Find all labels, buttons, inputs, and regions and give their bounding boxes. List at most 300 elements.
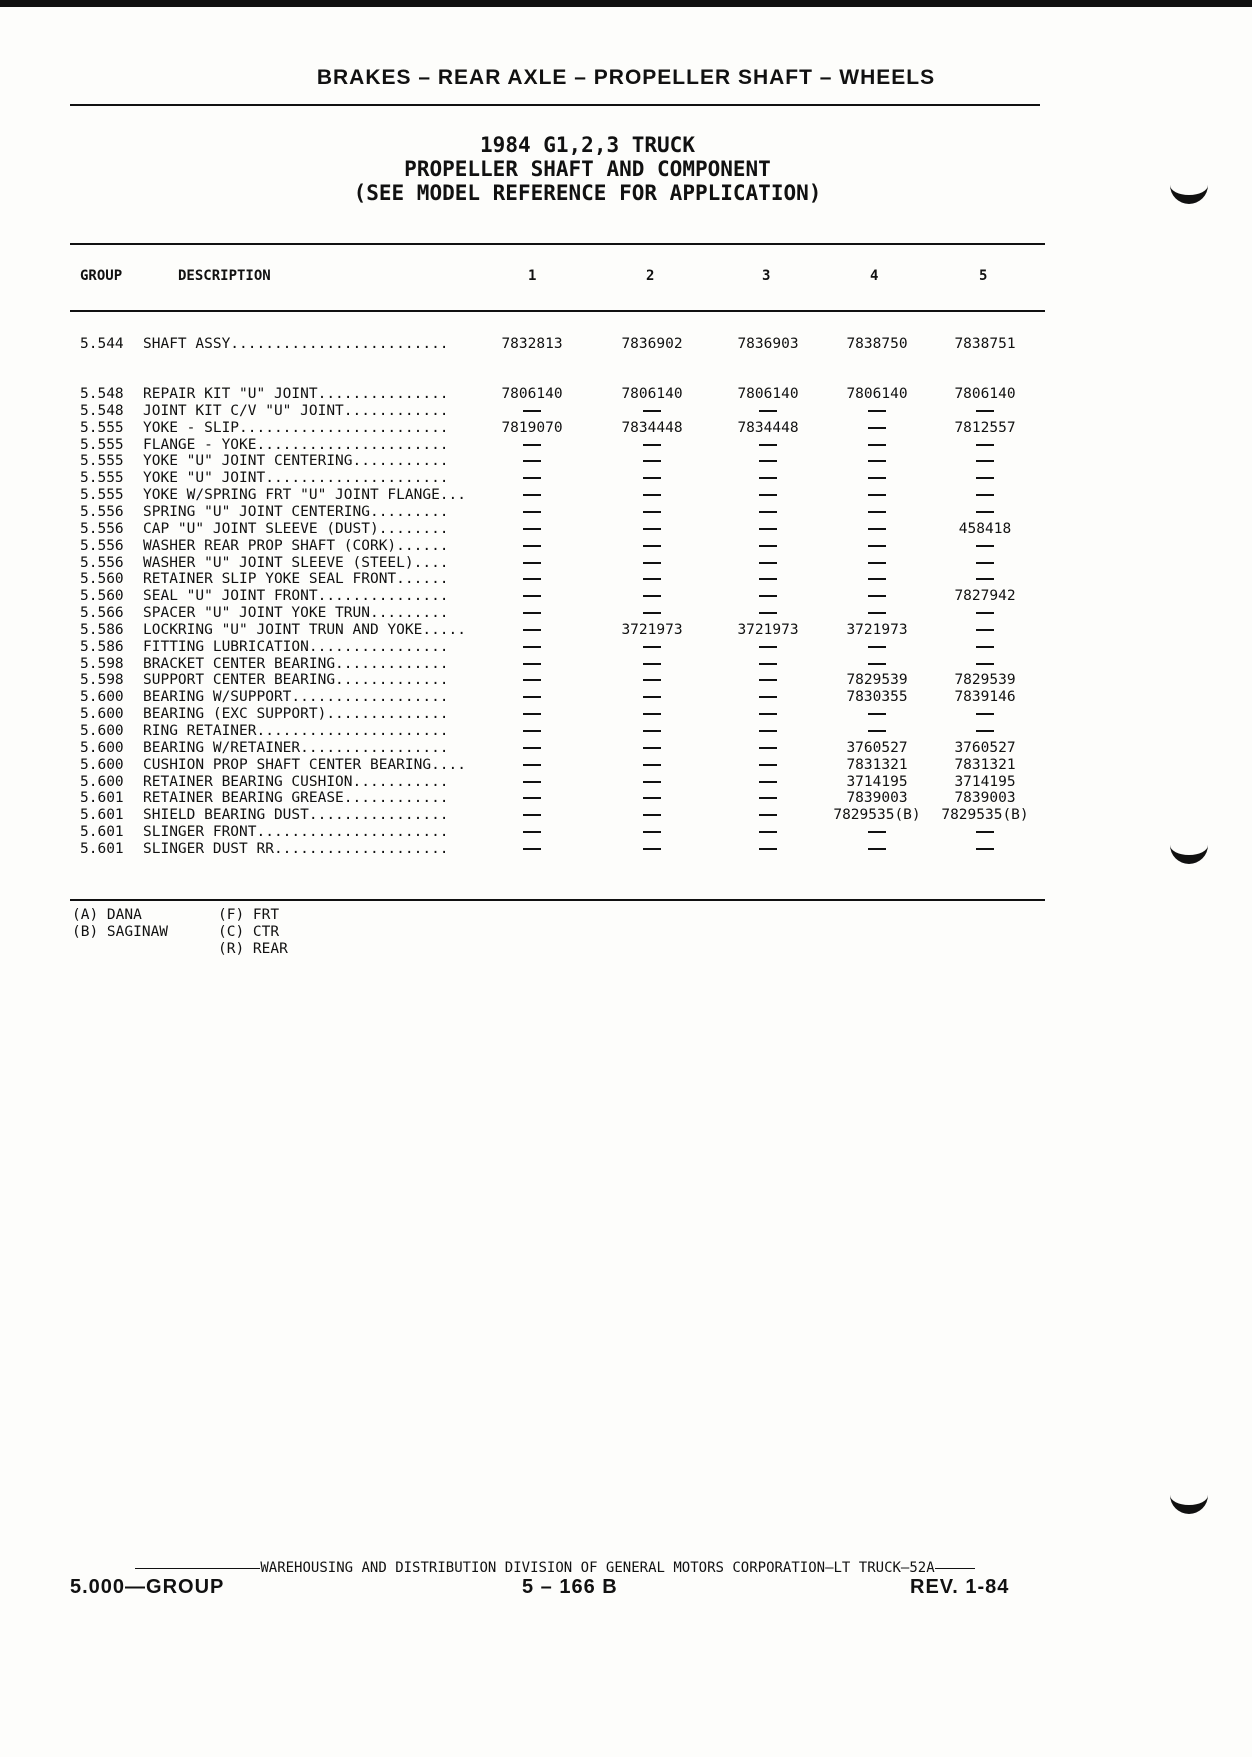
dash-mark bbox=[523, 797, 541, 799]
part-number: 458418 bbox=[958, 520, 1012, 537]
part-description: WASHER "U" JOINT SLEEVE (STEEL).... bbox=[143, 554, 449, 571]
group-number: 5.598 bbox=[80, 655, 124, 672]
not-applicable-dash bbox=[822, 504, 932, 521]
not-applicable-dash bbox=[822, 605, 932, 622]
dash-mark bbox=[643, 848, 661, 850]
not-applicable-dash bbox=[477, 555, 587, 572]
not-applicable-dash bbox=[713, 841, 823, 858]
dash-mark bbox=[976, 629, 994, 631]
not-applicable-dash bbox=[477, 403, 587, 420]
top-border bbox=[0, 0, 1252, 7]
dash-mark bbox=[868, 427, 886, 429]
dash-mark bbox=[759, 444, 777, 446]
part-number: 7806140 bbox=[954, 386, 1016, 402]
dash-mark bbox=[759, 831, 777, 833]
dash-mark bbox=[523, 679, 541, 681]
dash-mark bbox=[523, 511, 541, 513]
dash-mark bbox=[643, 494, 661, 496]
dash-mark bbox=[868, 511, 886, 513]
dash-mark bbox=[759, 797, 777, 799]
part-description: BEARING W/RETAINER................. bbox=[143, 739, 449, 756]
legend-item: (B) SAGINAW bbox=[72, 924, 169, 940]
dash-mark bbox=[523, 528, 541, 530]
part-number: 7839146 bbox=[954, 689, 1016, 706]
dash-mark bbox=[759, 528, 777, 530]
dash-mark bbox=[976, 494, 994, 496]
header-group: GROUP bbox=[80, 268, 123, 284]
dash-mark bbox=[976, 646, 994, 648]
part-number: 3721973 bbox=[737, 621, 799, 638]
part-description: FITTING LUBRICATION................ bbox=[143, 638, 449, 655]
dash-mark bbox=[523, 595, 541, 597]
dash-mark bbox=[868, 730, 886, 732]
not-applicable-dash bbox=[477, 824, 587, 841]
not-applicable-dash bbox=[597, 774, 707, 791]
not-applicable-dash bbox=[822, 841, 932, 858]
dash-mark bbox=[868, 646, 886, 648]
not-applicable-dash bbox=[713, 672, 823, 689]
dash-mark bbox=[523, 814, 541, 816]
part-number: 7806140 bbox=[501, 386, 563, 402]
dash-mark bbox=[523, 410, 541, 412]
not-applicable-dash bbox=[930, 555, 1040, 572]
part-number: 7834448 bbox=[621, 419, 683, 436]
dash-mark bbox=[523, 730, 541, 732]
not-applicable-dash bbox=[930, 639, 1040, 656]
group-number: 5.556 bbox=[80, 537, 124, 554]
not-applicable-dash bbox=[477, 639, 587, 656]
part-description: REPAIR KIT "U" JOINT............... bbox=[143, 386, 449, 402]
not-applicable-dash bbox=[713, 824, 823, 841]
part-description: SPRING "U" JOINT CENTERING......... bbox=[143, 503, 449, 520]
dash-mark bbox=[976, 444, 994, 446]
not-applicable-dash bbox=[713, 437, 823, 454]
part-number: 3760527 bbox=[846, 739, 908, 756]
not-applicable-dash bbox=[597, 437, 707, 454]
part-description: SUPPORT CENTER BEARING............. bbox=[143, 672, 449, 689]
dash-mark bbox=[976, 410, 994, 412]
not-applicable-dash bbox=[477, 706, 587, 723]
not-applicable-dash bbox=[713, 757, 823, 774]
part-description: SPACER "U" JOINT YOKE TRUN......... bbox=[143, 605, 449, 622]
part-description: YOKE "U" JOINT CENTERING........... bbox=[143, 453, 449, 470]
dash-mark bbox=[976, 663, 994, 665]
group-number: 5.548 bbox=[80, 402, 124, 419]
part-description: SLINGER DUST RR.................... bbox=[143, 840, 449, 857]
not-applicable-dash bbox=[930, 453, 1040, 470]
part-number: 7829535(B) bbox=[941, 807, 1029, 824]
group-number: 5.555 bbox=[80, 453, 124, 470]
part-description: RETAINER BEARING CUSHION........... bbox=[143, 773, 449, 790]
not-applicable-dash bbox=[822, 487, 932, 504]
not-applicable-dash bbox=[477, 790, 587, 807]
not-applicable-dash bbox=[597, 757, 707, 774]
footer-page-number: 5 – 166 B bbox=[522, 1576, 618, 1598]
not-applicable-dash bbox=[713, 774, 823, 791]
not-applicable-dash bbox=[597, 487, 707, 504]
not-applicable-dash bbox=[930, 824, 1040, 841]
not-applicable-dash bbox=[930, 656, 1040, 673]
group-number: 5.601 bbox=[80, 840, 124, 857]
group-number: 5.600 bbox=[80, 706, 124, 723]
dash-mark bbox=[523, 477, 541, 479]
not-applicable-dash bbox=[713, 790, 823, 807]
dash-mark bbox=[976, 578, 994, 580]
group-number: 5.600 bbox=[80, 689, 124, 706]
part-number: 3721973 bbox=[846, 621, 908, 638]
part-number: 7829539 bbox=[846, 672, 908, 689]
dash-mark bbox=[643, 730, 661, 732]
dash-mark bbox=[868, 477, 886, 479]
not-applicable-dash bbox=[597, 521, 707, 538]
dash-mark bbox=[759, 848, 777, 850]
group-number: 5.600 bbox=[80, 739, 124, 756]
footer-rule-right bbox=[935, 1568, 975, 1569]
dash-mark bbox=[643, 747, 661, 749]
part-number: 7829539 bbox=[954, 672, 1016, 689]
title-line: PROPELLER SHAFT AND COMPONENT bbox=[404, 157, 771, 181]
part-description: BRACKET CENTER BEARING............. bbox=[143, 655, 449, 672]
part-number: 7806140 bbox=[737, 386, 799, 402]
not-applicable-dash bbox=[930, 403, 1040, 420]
section-title: BRAKES – REAR AXLE – PROPELLER SHAFT – WHEELS bbox=[316, 66, 936, 89]
binder-hole bbox=[1170, 165, 1208, 204]
not-applicable-dash bbox=[477, 487, 587, 504]
dash-mark bbox=[759, 477, 777, 479]
not-applicable-dash bbox=[713, 403, 823, 420]
not-applicable-dash bbox=[930, 706, 1040, 723]
not-applicable-dash bbox=[822, 723, 932, 740]
not-applicable-dash bbox=[713, 588, 823, 605]
not-applicable-dash bbox=[930, 538, 1040, 555]
part-description: RETAINER SLIP YOKE SEAL FRONT...... bbox=[143, 571, 449, 588]
dash-mark bbox=[868, 494, 886, 496]
dash-mark bbox=[759, 460, 777, 462]
part-number: 7829535(B) bbox=[833, 807, 921, 824]
not-applicable-dash bbox=[477, 774, 587, 791]
not-applicable-dash bbox=[597, 403, 707, 420]
binder-hole bbox=[1170, 1475, 1208, 1514]
footer-division bbox=[70, 1560, 1040, 1576]
not-applicable-dash bbox=[713, 487, 823, 504]
dash-mark bbox=[759, 646, 777, 648]
group-number: 5.600 bbox=[80, 723, 124, 739]
dash-mark bbox=[643, 646, 661, 648]
part-description: CUSHION PROP SHAFT CENTER BEARING.... bbox=[143, 756, 467, 773]
part-number: 7806140 bbox=[846, 386, 908, 402]
dash-mark bbox=[759, 663, 777, 665]
part-number: 7836902 bbox=[621, 336, 683, 352]
legend-item: (A) DANA bbox=[72, 907, 142, 923]
part-description: FLANGE - YOKE...................... bbox=[143, 436, 449, 453]
header-description: DESCRIPTION bbox=[178, 268, 271, 284]
not-applicable-dash bbox=[597, 824, 707, 841]
part-number: 7819070 bbox=[501, 419, 563, 436]
document-title bbox=[0, 133, 1175, 205]
not-applicable-dash bbox=[713, 723, 823, 740]
dash-mark bbox=[643, 528, 661, 530]
dash-mark bbox=[643, 460, 661, 462]
not-applicable-dash bbox=[822, 639, 932, 656]
part-number: 7812557 bbox=[954, 419, 1016, 436]
not-applicable-dash bbox=[713, 555, 823, 572]
dash-mark bbox=[759, 612, 777, 614]
table-bottom-rule bbox=[70, 899, 1045, 901]
dash-mark bbox=[523, 764, 541, 766]
header-col-3: 3 bbox=[762, 268, 771, 284]
part-description: LOCKRING "U" JOINT TRUN AND YOKE..... bbox=[143, 621, 467, 638]
dash-mark bbox=[976, 460, 994, 462]
part-number: 3714195 bbox=[846, 773, 908, 790]
dash-mark bbox=[759, 511, 777, 513]
not-applicable-dash bbox=[930, 723, 1040, 740]
not-applicable-dash bbox=[713, 656, 823, 673]
group-number: 5.560 bbox=[80, 571, 124, 588]
group-number: 5.600 bbox=[80, 773, 124, 790]
dash-mark bbox=[643, 578, 661, 580]
part-description: BEARING (EXC SUPPORT).............. bbox=[143, 706, 449, 723]
dash-mark bbox=[759, 410, 777, 412]
header-col-1: 1 bbox=[528, 268, 537, 284]
table-header-rule bbox=[70, 310, 1045, 312]
part-number: 7832813 bbox=[501, 336, 563, 352]
part-number: 7838751 bbox=[954, 336, 1016, 352]
not-applicable-dash bbox=[822, 437, 932, 454]
group-number: 5.555 bbox=[80, 419, 124, 436]
dash-mark bbox=[976, 477, 994, 479]
title-line: (SEE MODEL REFERENCE FOR APPLICATION) bbox=[353, 181, 822, 205]
not-applicable-dash bbox=[597, 605, 707, 622]
not-applicable-dash bbox=[597, 740, 707, 757]
not-applicable-dash bbox=[477, 807, 587, 824]
dash-mark bbox=[868, 545, 886, 547]
not-applicable-dash bbox=[597, 639, 707, 656]
dash-mark bbox=[759, 696, 777, 698]
not-applicable-dash bbox=[822, 824, 932, 841]
dash-mark bbox=[643, 663, 661, 665]
dash-mark bbox=[759, 764, 777, 766]
not-applicable-dash bbox=[822, 706, 932, 723]
not-applicable-dash bbox=[713, 639, 823, 656]
part-description: SHIELD BEARING DUST................ bbox=[143, 807, 449, 824]
dash-mark bbox=[759, 494, 777, 496]
not-applicable-dash bbox=[822, 555, 932, 572]
dash-mark bbox=[976, 713, 994, 715]
not-applicable-dash bbox=[713, 521, 823, 538]
legend-item: (R) REAR bbox=[218, 941, 288, 957]
part-description: WASHER REAR PROP SHAFT (CORK)...... bbox=[143, 537, 449, 554]
header-col-5: 5 bbox=[979, 268, 988, 284]
part-description: RETAINER BEARING GREASE............ bbox=[143, 790, 449, 807]
not-applicable-dash bbox=[597, 538, 707, 555]
not-applicable-dash bbox=[713, 807, 823, 824]
dash-mark bbox=[868, 410, 886, 412]
title-line: 1984 G1,2,3 TRUCK bbox=[480, 133, 695, 157]
not-applicable-dash bbox=[713, 453, 823, 470]
not-applicable-dash bbox=[477, 521, 587, 538]
dash-mark bbox=[868, 848, 886, 850]
dash-mark bbox=[523, 460, 541, 462]
dash-mark bbox=[643, 831, 661, 833]
dash-mark bbox=[643, 679, 661, 681]
dash-mark bbox=[643, 562, 661, 564]
not-applicable-dash bbox=[713, 571, 823, 588]
not-applicable-dash bbox=[713, 706, 823, 723]
group-number: 5.601 bbox=[80, 790, 124, 807]
dash-mark bbox=[976, 730, 994, 732]
dash-mark bbox=[868, 562, 886, 564]
footer-rule-left bbox=[135, 1568, 260, 1569]
dash-mark bbox=[868, 528, 886, 530]
not-applicable-dash bbox=[930, 487, 1040, 504]
not-applicable-dash bbox=[597, 672, 707, 689]
not-applicable-dash bbox=[477, 605, 587, 622]
legend-item: (C) CTR bbox=[218, 924, 280, 940]
not-applicable-dash bbox=[597, 706, 707, 723]
group-number: 5.586 bbox=[80, 621, 124, 638]
dash-mark bbox=[643, 595, 661, 597]
not-applicable-dash bbox=[477, 757, 587, 774]
not-applicable-dash bbox=[477, 841, 587, 858]
part-number: 7839003 bbox=[954, 790, 1016, 807]
dash-mark bbox=[523, 629, 541, 631]
dash-mark bbox=[523, 494, 541, 496]
not-applicable-dash bbox=[477, 571, 587, 588]
group-number: 5.586 bbox=[80, 638, 124, 655]
part-number: 7838750 bbox=[846, 336, 908, 352]
dash-mark bbox=[643, 612, 661, 614]
not-applicable-dash bbox=[597, 470, 707, 487]
dash-mark bbox=[523, 663, 541, 665]
dash-mark bbox=[523, 612, 541, 614]
dash-mark bbox=[976, 545, 994, 547]
not-applicable-dash bbox=[477, 588, 587, 605]
group-number: 5.598 bbox=[80, 672, 124, 689]
not-applicable-dash bbox=[597, 555, 707, 572]
legend-positions bbox=[218, 907, 288, 958]
legend-suppliers bbox=[72, 907, 168, 941]
not-applicable-dash bbox=[930, 571, 1040, 588]
divider bbox=[70, 104, 1040, 106]
dash-mark bbox=[868, 578, 886, 580]
not-applicable-dash bbox=[477, 538, 587, 555]
binder-hole bbox=[1170, 825, 1208, 864]
not-applicable-dash bbox=[597, 588, 707, 605]
dash-mark bbox=[643, 764, 661, 766]
group-number: 5.560 bbox=[80, 588, 124, 605]
not-applicable-dash bbox=[477, 622, 587, 639]
dash-mark bbox=[759, 562, 777, 564]
group-number: 5.556 bbox=[80, 520, 124, 537]
part-description: SEAL "U" JOINT FRONT............... bbox=[143, 588, 449, 605]
dash-mark bbox=[643, 545, 661, 547]
part-description: RING RETAINER...................... bbox=[143, 723, 449, 739]
dash-mark bbox=[868, 460, 886, 462]
part-number: 7806140 bbox=[621, 386, 683, 402]
part-description: YOKE W/SPRING FRT "U" JOINT FLANGE... bbox=[143, 487, 467, 504]
not-applicable-dash bbox=[930, 437, 1040, 454]
dash-mark bbox=[523, 562, 541, 564]
dash-mark bbox=[643, 511, 661, 513]
dash-mark bbox=[523, 696, 541, 698]
not-applicable-dash bbox=[822, 571, 932, 588]
not-applicable-dash bbox=[713, 605, 823, 622]
not-applicable-dash bbox=[930, 504, 1040, 521]
dash-mark bbox=[759, 730, 777, 732]
header-col-2: 2 bbox=[646, 268, 655, 284]
dash-mark bbox=[643, 410, 661, 412]
dash-mark bbox=[759, 545, 777, 547]
not-applicable-dash bbox=[930, 605, 1040, 622]
dash-mark bbox=[523, 646, 541, 648]
dash-mark bbox=[759, 595, 777, 597]
part-number: 7827942 bbox=[954, 588, 1016, 605]
part-number: 7830355 bbox=[846, 689, 908, 706]
group-number: 5.556 bbox=[80, 554, 124, 571]
group-number: 5.566 bbox=[80, 605, 124, 622]
dash-mark bbox=[976, 511, 994, 513]
group-number: 5.544 bbox=[80, 336, 124, 352]
dash-mark bbox=[643, 781, 661, 783]
not-applicable-dash bbox=[822, 470, 932, 487]
not-applicable-dash bbox=[822, 521, 932, 538]
part-description: YOKE - SLIP........................ bbox=[143, 419, 449, 436]
dash-mark bbox=[976, 848, 994, 850]
not-applicable-dash bbox=[713, 470, 823, 487]
not-applicable-dash bbox=[477, 689, 587, 706]
not-applicable-dash bbox=[822, 538, 932, 555]
not-applicable-dash bbox=[930, 622, 1040, 639]
not-applicable-dash bbox=[597, 656, 707, 673]
not-applicable-dash bbox=[477, 437, 587, 454]
part-description: BEARING W/SUPPORT.................. bbox=[143, 689, 449, 706]
part-description: YOKE "U" JOINT..................... bbox=[143, 470, 449, 487]
not-applicable-dash bbox=[597, 453, 707, 470]
not-applicable-dash bbox=[477, 453, 587, 470]
not-applicable-dash bbox=[477, 723, 587, 740]
dash-mark bbox=[643, 444, 661, 446]
dash-mark bbox=[523, 545, 541, 547]
group-number: 5.556 bbox=[80, 503, 124, 520]
not-applicable-dash bbox=[822, 403, 932, 420]
group-number: 5.601 bbox=[80, 807, 124, 824]
footer-revision: REV. 1-84 bbox=[910, 1576, 1010, 1598]
not-applicable-dash bbox=[477, 740, 587, 757]
dash-mark bbox=[759, 713, 777, 715]
part-number: 3714195 bbox=[954, 773, 1016, 790]
not-applicable-dash bbox=[477, 504, 587, 521]
not-applicable-dash bbox=[597, 723, 707, 740]
part-number: 3721973 bbox=[621, 621, 683, 638]
dash-mark bbox=[759, 747, 777, 749]
group-number: 5.601 bbox=[80, 824, 124, 841]
not-applicable-dash bbox=[597, 807, 707, 824]
dash-mark bbox=[759, 679, 777, 681]
dash-mark bbox=[523, 747, 541, 749]
footer-division-text: WAREHOUSING AND DISTRIBUTION DIVISION OF GENERAL MOTORS CORPORATION—LT TRUCK—52A bbox=[260, 1560, 935, 1576]
table-top-rule bbox=[70, 243, 1045, 245]
dash-mark bbox=[868, 663, 886, 665]
footer-group: 5.000—GROUP bbox=[70, 1576, 225, 1598]
dash-mark bbox=[523, 713, 541, 715]
group-number: 5.555 bbox=[80, 470, 124, 487]
dash-mark bbox=[643, 814, 661, 816]
not-applicable-dash bbox=[597, 571, 707, 588]
part-number: 7831321 bbox=[846, 756, 908, 773]
legend-item: (F) FRT bbox=[218, 907, 280, 923]
not-applicable-dash bbox=[597, 790, 707, 807]
not-applicable-dash bbox=[477, 470, 587, 487]
